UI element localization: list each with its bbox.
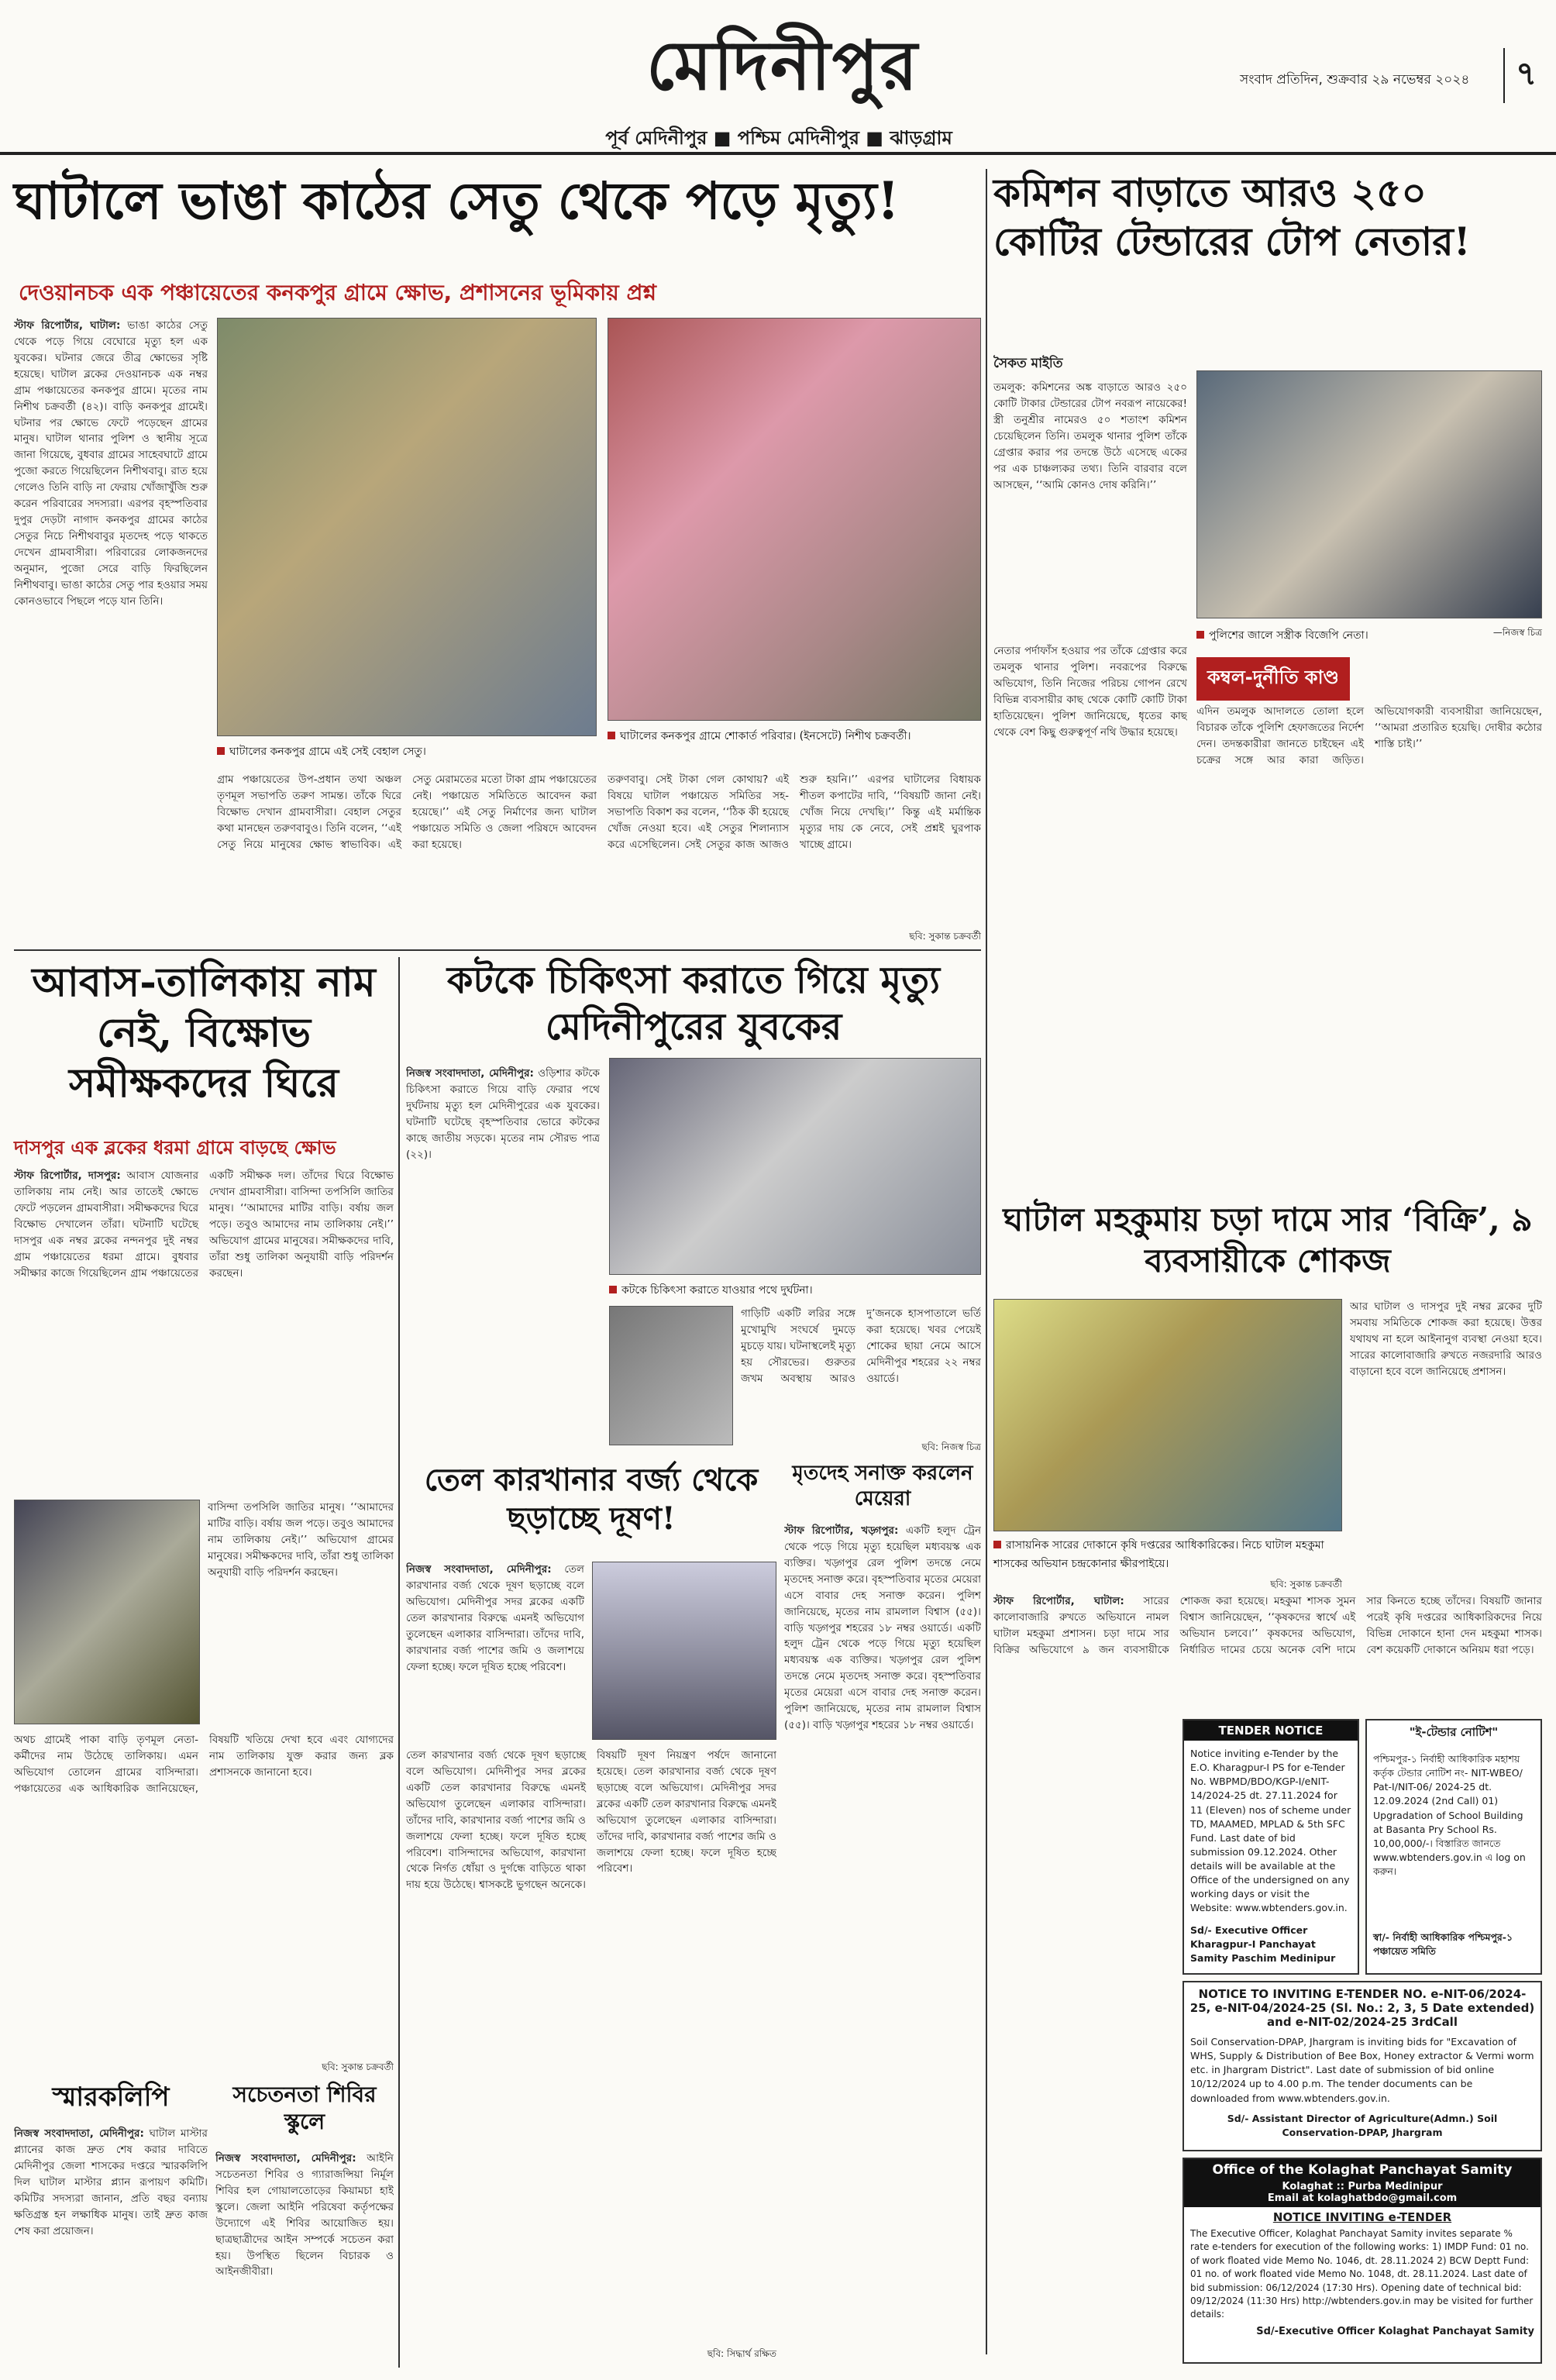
article-body-2: গাড়িটি একটি লরির সঙ্গে মুখোমুখি সংঘর্ষে দুমড়ে মুচড়ে যায়। ঘটনাস্থলেই মৃত্যু হয় সৌরভের। গুরুতর জখম অবস্থায় আরও দু’জনকে হাসপাতালে ভর্তি করা হয়েছে। খবর পেয়েই শোকের ছায়া নেমে আসে মেদিনীপুর শহরের ২২ নম্বর ওয়ার্ডে। — [741, 1307, 981, 1385]
headline: আবাস-তালিকায় নাম নেই, বিক্ষোভ সমীক্ষকদের ঘিরে — [32, 959, 376, 1107]
photo-caption: ঘাটালের কনকপুর গ্রামে এই সেই বেহাল সেতু। — [217, 742, 597, 761]
article-oil-factory — [406, 1461, 776, 2360]
article-body-3: অথচ গ্রামেই পাকা বাড়ি তৃণমূল নেতা-কর্মীদের নাম উঠেছে তালিকায়। এমন অভিযোগ তোলেন গ্রামের বাসিন্দারা। পঞ্চায়েতের এক আধিকারিক জানিয়েছেন, বিষয়টি খতিয়ে দেখা হবে এবং যোগ্যদের নাম তালিকায় যুক্ত করার জন্য ব্লক প্রশাসনকে জানানো হবে। — [14, 1734, 394, 1795]
headline: তেল কারখানার বর্জ্য থেকে ছড়াচ্ছে দূষণ! — [424, 1462, 759, 1537]
family-photo — [608, 318, 981, 721]
photo-credit: ছবি: সুকান্ত চক্রবর্তী — [1270, 1579, 1342, 1590]
ad-body: The Executive Officer, Kolaghat Panchayat Samity invites separate % rate e-tenders for execution of the following works: 1) IMDP Fund: 01 no. of work floated vide Memo No. 1046, dt. 28.11.2024 2) BCW Deptt Fund: 01 no. of work floated vide Memo No. 1048, dt. 28.11.2024. Last date of bid submission: 06/12/2024 (17:30 Hrs). Opening date of technical bid: 09/12/2024 (11:30 Hrs) http://wbtenders.gov.in may be visited for further details: — [1190, 2228, 1534, 2320]
photo-caption: পুলিশের জালে সস্ত্রীক বিজেপি নেতা। — [1196, 626, 1429, 645]
photo-credit: —নিজস্ব চিত্র — [1492, 627, 1542, 638]
article-memorandum — [14, 2081, 208, 2360]
newspaper-section-title: মেদিনীপুর — [646, 25, 919, 105]
article-body-3: এদিন তমলুক আদালতে তোলা হলে বিচারক তাঁকে পুলিশি হেফাজতের নির্দেশ দেন। তদন্তকারীরা জানতে চাইছেন এই চক্রের সঙ্গে আর কারা জড়িত। অভিযোগকারী ব্যবসায়ীরা জানিয়েছেন, ‘‘আমরা প্রতারিত হয়েছি। দোষীর কঠোর শাস্তি চাই।’’ — [1196, 705, 1542, 766]
byline: সৈকত মাইতি — [993, 356, 1063, 371]
bridge-photo — [217, 318, 597, 736]
column-divider — [398, 957, 400, 2368]
photo-credit: ছবি: সুকান্ত চক্রবর্তী — [322, 2061, 394, 2072]
row-divider — [14, 949, 981, 951]
tender-notice-ad — [1182, 1719, 1359, 1975]
victim-inset-photo — [609, 1306, 733, 1445]
article-body-2: গ্রাম পঞ্চায়েতের উপ-প্রধান তথা অঞ্চল তৃণমূল সভাপতি তরুণ সামন্ত। তাঁকে ঘিরে বিক্ষোভ দেখান গ্রামবাসীরা। বেহাল সেতুর কথা মানছেন তরুণবাবুও। তিনি বলেন, ‘‘এই সেতু নিয়ে মানুষের ক্ষোভ স্বাভাবিক। এই সেতু মেরামতের মতো টাকা গ্রাম পঞ্চায়েতের নেই। পঞ্চায়েত সমিতিতে আবেদন করা হয়েছে।’’ এই সেতু নির্মাণের জন্য ঘাটাল পঞ্চায়েত সমিতি ও জেলা পরিষদে আবেদন করা হয়েছে। — [217, 773, 597, 851]
photo-caption: রাসায়নিক সারের দোকানে কৃষি দপ্তরের আধিকারিকের। নিচে ঘাটাল মহকুমা শাসকের অভিযান চন্দ্রকোনার ক্ষীরপাইয়ে। — [993, 1539, 1324, 1570]
subheadline: দাসপুর এক ব্লকের ধরমা গ্রামে বাড়ছে ক্ষোভ — [14, 1137, 336, 1159]
chimney-photo — [592, 1562, 776, 1740]
ad-body: পশ্চিমপুর-১ নির্বাহী আধিকারিক মহাশয় কর্তৃক টেন্ডার নোটিশ নং- NIT-WBEO/ Pat-I/NIT-06/ 2024-25 dt. 12.09.2024 (2nd Call) 01) Upgradation of School Building at Basanta Pry School Rs. 10,00,000/-। বিস্তারিত জানতে www.wbtenders.gov.in এ log on করুন। — [1373, 1753, 1526, 1877]
article-body: নিজস্ব সংবাদদাতা, মেদিনীপুর: ওড়িশার কটকে চিকিৎসা করাতে গিয়ে বাড়ি ফেরার পথে দুর্ঘটনায় মৃত্যু হল মেদিনীপুরের এক যুবকের। ঘটনাটি ঘটেছে বৃহস্পতিবার ভোরে কটকের কাছে জাতীয় সড়কে। মৃতের নাম সৌরভ পাত্র (২২)। — [406, 1067, 600, 1161]
article-bridge-death — [14, 169, 981, 944]
headline: কমিশন বাড়াতে আরও ২৫০ কোটির টেন্ডারের টোপ নেতার! — [993, 170, 1471, 264]
ad-title: NOTICE TO INVITING E-TENDER NO. e-NIT-06/2024-25, e-NIT-04/2024-25 (Sl. No.: 2, 3, 5 Date extended) and e-NIT-02/2024-25 3rdCall — [1189, 1987, 1535, 2029]
ad-body: Soil Conservation-DPAP, Jhargram is inviting bids for "Excavation of WHS, Supply & Distribution of Bee Box, Honey extractor & Vermi worm etc. in Jhargram District". Last date of submission of bid online 10/12/2024 up to 4.00 p.m. The tender documents can be downloaded from www.wbtenders.gov.in. — [1190, 2036, 1534, 2104]
article-commission — [993, 169, 1542, 1192]
ad-signature: Sd/- Assistant Director of Agriculture(Admn.) Soil Conservation-DPAP, Jhargram — [1227, 2112, 1498, 2138]
ad-title: NOTICE INVITING e-TENDER — [1272, 2210, 1452, 2224]
subheadline: দেওয়ানচক এক পঞ্চায়েতের কনকপুর গ্রামে ক্ষোভ, প্রশাসনের ভূমিকায় প্রশ্ন — [19, 280, 657, 305]
headline: ঘাটাল মহকুমায় চড়া দামে সার ‘বিক্রি’, ৯ ব্যবসায়ীকে শোকজ — [1003, 1200, 1533, 1280]
photo-credit: ছবি: নিজস্ব চিত্র — [921, 1441, 981, 1452]
article-awareness-camp — [215, 2081, 394, 2360]
accident-photo — [609, 1058, 981, 1275]
article-body-3: তরুণবাবু। সেই টাকা গেল কোথায়? এই বিষয়ে ঘাটাল পঞ্চায়েত সমিতির সহ-সভাপতি বিকাশ কর বলেন, ‘‘ঠিক কী হয়েছে খোঁজ নেওয়া হবে। এই সেতুর শিলান্যাস করে এসেছিলেন। সেই সেতুর কাজ আজও শুরু হয়নি।’’ এরপর ঘাটালের বিধায়ক শীতল কপাটের দাবি, ‘‘বিষয়টি জানা নেই। খোঁজ নিয়ে দেখছি।’’ কিন্তু এই মর্মান্তিক মৃত্যুর দায় কে নেবে, সেই প্রশ্নই ঘুরপাক খাচ্ছে গ্রামে। — [608, 773, 981, 851]
ad-title: "ই-টেন্ডার নোটিশ" — [1409, 1725, 1499, 1739]
topic-tag: কম্বল-দুর্নীতি কাণ্ড — [1196, 657, 1350, 701]
protest-photo — [14, 1500, 200, 1724]
ad-place: Kolaghat :: Purba Medinipur — [1184, 2181, 1541, 2192]
article-body-2: নেতার পর্দাফাঁস হওয়ার পর তাঁকে গ্রেপ্তার করে তমলুক থানার পুলিশ। নবরূপের বিরুদ্ধে অভিযোগ, তিনি নিজের পরিচয় গোপন রেখে বিভিন্ন ব্যবসায়ীর কাছ থেকে কোটি কোটি টাকা হাতিয়েছেন। পুলিশ জানিয়েছে, ধৃতের কাছ থেকে বেশ কিছু গুরুত্বপূর্ণ নথি উদ্ধার হয়েছে। — [993, 645, 1187, 739]
article-fertilizer — [993, 1200, 1542, 1711]
ad-signature: স্বা/- নির্বাহী আধিকারিক পশ্চিমপুর-১ পঞ্চায়েত সমিতি — [1373, 1931, 1513, 1958]
article-body-2: তেল কারখানার বর্জ্য থেকে দূষণ ছড়াচ্ছে বলে অভিযোগ। মেদিনীপুর সদর ব্লকের একটি তেল কারখানার বিরুদ্ধে এমনই অভিযোগ তুলেছেন এলাকার বাসিন্দারা। তাঁদের দাবি, কারখানার বর্জ্য পাশের জমি ও জলাশয়ে ফেলা হচ্ছে। ফলে দূষিত হচ্ছে পরিবেশ। বাসিন্দাদের অভিযোগ, কারখানা থেকে নির্গত ধোঁয়া ও দুর্গন্ধে বাড়িতে থাকা দায় হয়ে উঠেছে। শ্বাসকষ্টে ভুগছেন অনেকে। বিষয়টি দূষণ নিয়ন্ত্রণ পর্ষদে জানানো হয়েছে। তেল কারখানার বর্জ্য থেকে দূষণ ছড়াচ্ছে বলে অভিযোগ। মেদিনীপুর সদর ব্লকের একটি তেল কারখানার বিরুদ্ধে এমনই অভিযোগ তুলেছেন এলাকার বাসিন্দারা। তাঁদের দাবি, কারখানার বর্জ্য পাশের জমি ও জলাশয়ে ফেলা হচ্ছে। ফলে দূষিত হচ্ছে পরিবেশ। — [406, 1749, 776, 1892]
masthead — [0, 0, 1556, 155]
article-body: নিজস্ব সংবাদদাতা, মেদিনীপুর: আইনি সচেতনতা শিবির ও গ্যারাজন্সিয়া নির্মূল শিবির হল গোয়ালতোড়ের কিয়ামচা হাই স্কুলে। জেলা আইনি পরিষেবা কর্তৃপক্ষের উদ্যোগে এই শিবির আয়োজিত হয়। ছাত্রছাত্রীদের আইন সম্পর্কে সচেতন করা হয়। উপস্থিত ছিলেন বিচারক ও আইনজীবীরা। — [215, 2152, 394, 2278]
page-number: ৭ — [1503, 48, 1537, 103]
headline: ঘাটালে ভাঙা কাঠের সেতু থেকে পড়ে মৃত্যু! — [14, 170, 900, 231]
kolaghat-tender-ad — [1182, 2158, 1542, 2364]
region-strip: পূর্ব মেদিনীপুর ■ পশ্চিম মেদিনীপুর ■ ঝাড়গ্রাম — [605, 127, 952, 149]
photo-credit: ছবি: সিদ্ধার্থ রক্ষিত — [707, 2348, 776, 2359]
headline: সচেতনতা শিবির স্কুলে — [232, 2082, 377, 2134]
article-housing-list — [14, 957, 394, 2073]
headline: কটকে চিকিৎসা করাতে গিয়ে মৃত্যু মেদিনীপুরের যুবকের — [446, 959, 941, 1049]
article-body: নিজস্ব সংবাদদাতা, মেদিনীপুর: ঘাটাল মাস্টার প্ল্যানের কাজ দ্রুত শেষ করার দাবিতে মেদিনীপুর জেলা শাসকের দপ্তরে স্মারকলিপি দিল ঘাটাল মাস্টার প্ল্যান রূপায়ণ কমিটি। কমিটির সদস্যরা জানান, প্রতি বছর বন্যায় ক্ষতিগ্রস্ত হন লক্ষাধিক মানুষ। তাই দ্রুত কাজ শেষ করা প্রয়োজন। — [14, 2127, 208, 2237]
photo-caption-2: ঘাটালের কনকপুর গ্রামে শোকার্ত পরিবার। (ইনসেটে) নিশীথ চক্রবর্তী। — [608, 727, 981, 746]
ad-office: Office of the Kolaghat Panchayat Samity — [1184, 2159, 1541, 2181]
ad-title: TENDER NOTICE — [1184, 1720, 1358, 1741]
article-body-3: আর ঘাটাল ও দাসপুর দুই নম্বর ব্লকের দুটি সমবায় সমিতিকে শোকজ করা হয়েছে। উত্তর যথাযথ না হলে আইনানুগ ব্যবস্থা নেওয়া হবে। সারের কালোবাজারি রুখতে নজরদারি আরও বাড়ানো হবে বলে জানিয়েছে প্রশাসন। — [1350, 1300, 1542, 1378]
ad-email: Email at kolaghatbdo@gmail.com — [1184, 2192, 1541, 2207]
headline: স্মারকলিপি — [52, 2082, 170, 2113]
ad-signature: Sd/-Executive Officer Kolaghat Panchayat Samity — [1256, 2325, 1534, 2337]
ad-signature: Sd/- Executive Officer Kharagpur-I Panchayat Samity Paschim Medinipur — [1190, 1924, 1336, 1965]
jhargram-tender-ad — [1182, 1981, 1542, 2151]
article-body-2: বাসিন্দা তপসিলি জাতির মানুষ। ‘‘আমাদের মাটির বাড়ি। বর্ষায় জল পড়ে। তবুও আমাদের নাম তালিকায় নেই।’’ অভিযোগ গ্রামের মানুষের। সমীক্ষকদের দাবি, তাঁরা শুধু তালিকা অনুযায়ী বাড়ি পরিদর্শন করছেন। — [208, 1501, 394, 1579]
ad-body: Notice inviting e-Tender by the E.O. Kharagpur-I PS for e-Tender No. WBPMD/BDO/KGP-I/eNIT-14/2024-25 dt. 27.11.2024 for 11 (Eleven) nos of scheme under TD, MAAMED, MPLAD & 5th SFC Fund. Last date of bid submission 09.12.2024. Other details will be available at the Office of the undersigned on any working days or visit the Website: www.wbtenders.gov.in. — [1190, 1748, 1351, 1914]
photo-credit: ছবি: সুকান্ত চক্রবর্তী — [909, 931, 981, 942]
article-body: স্টাফ রিপোর্টার, দাসপুর: আবাস যোজনার তালিকায় নাম নেই। আর তাতেই ক্ষোভে ফেটে পড়লেন গ্রামবাসীরা। সমীক্ষকদের ঘিরে বিক্ষোভ দেখালেন তাঁরা। ঘটনাটি ঘটেছে দাসপুর এক নম্বর ব্লকের নন্দনপুর দুই নম্বর গ্রাম পঞ্চায়েতের ধরমা গ্রামে। বুধবার সমীক্ষার কাজে গিয়েছিলেন গ্রাম পঞ্চায়েতের একটি সমীক্ষক দল। তাঁদের ঘিরে বিক্ষোভ দেখান গ্রামবাসীরা। বাসিন্দা তপসিলি জাতির মানুষ। ‘‘আমাদের মাটির বাড়ি। বর্ষায় জল পড়ে। তবুও আমাদের নাম তালিকায় নেই।’’ অভিযোগ গ্রামের মানুষের। সমীক্ষকদের দাবি, তাঁরা শুধু তালিকা অনুযায়ী বাড়ি পরিদর্শন করছেন। — [14, 1169, 394, 1280]
column-divider — [986, 169, 987, 2354]
photo-caption: কটকে চিকিৎসা করাতে যাওয়ার পথে দুর্ঘটনা। — [609, 1281, 981, 1300]
article-body: তমলুক: কমিশনের অঙ্ক বাড়াতে আরও ২৫০ কোটি টাকার টেন্ডারের টোপ নবরূপ নায়েকের! স্ত্রী তনুশ্রীর নামেরও ৫০ শতাংশ কমিশন চেয়েছিলেন তিনি। তমলুক থানার পুলিশ তাঁকে গ্রেপ্তার করার পর তদন্তে উঠে এসেছে একের পর এক চাঞ্চল্যকর তথ্য। তিনি বারবার বলে আসছেন, ‘‘আমি কোনও দোষ করিনি।’’ — [993, 381, 1187, 491]
article-body-identified — [784, 1461, 981, 2360]
etender-notice-ad — [1365, 1719, 1542, 1975]
article-body: নিজস্ব সংবাদদাতা, মেদিনীপুর: তেল কারখানার বর্জ্য থেকে দূষণ ছড়াচ্ছে বলে অভিযোগ। মেদিনীপুর সদর ব্লকের একটি তেল কারখানার বিরুদ্ধে এমনই অভিযোগ তুলেছেন এলাকার বাসিন্দারা। তাঁদের দাবি, কারখানার বর্জ্য পাশের জমি ও জলাশয়ে ফেলা হচ্ছে। ফলে দূষিত হচ্ছে পরিবেশ। — [406, 1563, 584, 1673]
headline: মৃতদেহ সনাক্ত করলেন মেয়েরা — [792, 1462, 973, 1510]
shop-inspection-photo — [993, 1299, 1342, 1531]
issue-date: সংবাদ প্রতিদিন, শুক্রবার ২৯ নভেম্বর ২০২৪ — [1240, 72, 1470, 88]
article-body: স্টাফ রিপোর্টার, ঘাটাল: সারের কালোবাজারি রুখতে অভিযানে নামল ঘাটাল মহকুমা প্রশাসন। চড়া দামে সার বিক্রির অভিযোগে ৯ জন ব্যবসায়ীকে শোকজ করা হয়েছে। মহকুমা শাসক সুমন বিশ্বাস জানিয়েছেন, ‘‘কৃষকদের স্বার্থে এই অভিযান চলবে।’’ কৃষকদের অভিযোগ, নির্ধারিত দামের চেয়ে অনেক বেশি দামে সার কিনতে হচ্ছে তাঁদের। বিষয়টি জানার পরেই কৃষি দপ্তরের আধিকারিকদের নিয়ে বিভিন্ন দোকানে হানা দেন মহকুমা শাসক। বেশ কয়েকটি দোকানে অনিয়ম ধরা পড়ে। — [993, 1595, 1542, 1656]
article-cuttack-death — [406, 957, 981, 1453]
arrest-photo — [1196, 370, 1542, 618]
article-body: স্টাফ রিপোর্টার, খড়্গপুর: একটি হলুদ ট্রেন থেকে পড়ে গিয়ে মৃত্যু হয়েছিল মধ্যবয়স্ক এক ব্যক্তির। খড়্গপুর রেল পুলিশ তদন্তে নেমে মৃতদেহ সনাক্ত করে। বৃহস্পতিবার মৃতের মেয়েরা এসে বাবার দেহ সনাক্ত করেন। পুলিশ জানিয়েছে, মৃতের নাম রামলাল বিশ্বাস (৫৫)। বাড়ি খড়্গপুর শহরের ১৮ নম্বর ওয়ার্ডে। একটি হলুদ ট্রেন থেকে পড়ে গিয়ে মৃত্যু হয়েছিল মধ্যবয়স্ক এক ব্যক্তির। খড়্গপুর রেল পুলিশ তদন্তে নেমে মৃতদেহ সনাক্ত করে। বৃহস্পতিবার মৃতের মেয়েরা এসে বাবার দেহ সনাক্ত করেন। পুলিশ জানিয়েছে, মৃতের নাম রামলাল বিশ্বাস (৫৫)। বাড়ি খড়্গপুর শহরের ১৮ নম্বর ওয়ার্ডে। — [784, 1524, 981, 1732]
article-body: স্টাফ রিপোর্টার, ঘাটাল: ভাঙা কাঠের সেতু থেকে পড়ে গিয়ে বেঘোরে মৃত্যু হল এক যুবকের। ঘটনার জেরে তীব্র ক্ষোভের সৃষ্টি হয়েছে। ঘাটাল ব্লকের দেওয়ানচক এক নম্বর গ্রাম পঞ্চায়েতের কনকপুর গ্রামে। মৃতের নাম নিশীথ চক্রবর্তী (৪২)। বাড়ি কনকপুর গ্রামেই। ঘটনার পর ক্ষোভে ফেটে পড়েছেন গ্রামের মানুষ। ঘাটাল থানার পুলিশ ও স্থানীয় সূত্রে জানা গিয়েছে, বুধবার গ্রামের সাহেবঘাটে গ্রামে পুজো করতে গিয়েছিলেন নিশীথবাবু। রাত হয়ে গেলেও তিনি বাড়ি না ফেরায় খোঁজাখুঁজি শুরু করেন পরিবারের সদস্যরা। এরপর বৃহস্পতিবার দুপুর দেড়টা নাগাদ কনকপুর গ্রামের কাঠের সেতুর নিচে নিশীথবাবুর মৃতদেহ পড়ে থাকতে দেখেন গ্রামবাসীরা। পরিবারের লোকজনদের অনুমান, পুজো সেরে বাড়ি ফিরছিলেন নিশীথবাবু। ভাঙা কাঠের সেতু পার হওয়ার সময় কোনওভাবে পিছলে পড়ে যান তিনি। — [14, 319, 208, 608]
